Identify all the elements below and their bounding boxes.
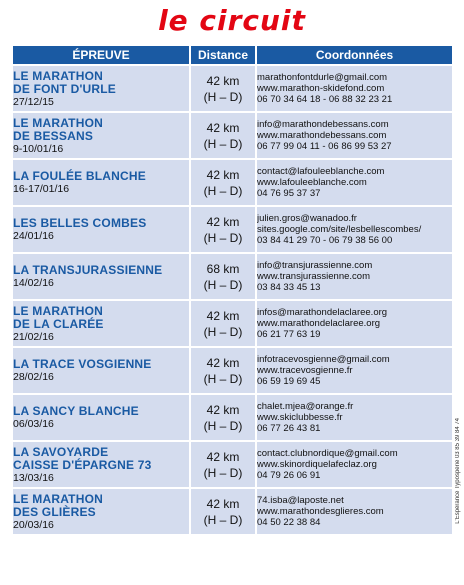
table-row <box>13 207 452 252</box>
distance-km: 42 km <box>206 73 240 88</box>
contacts-cell <box>257 66 452 111</box>
contacts-cell <box>257 301 452 346</box>
table-row <box>13 160 452 205</box>
distance-km: 42 km <box>206 355 240 370</box>
contact-phone: 04 79 26 06 91 <box>257 470 321 481</box>
distance-category: (H – D) <box>203 230 243 245</box>
event-date: 21/02/16 <box>13 330 54 343</box>
distance-km: 42 km <box>206 214 240 229</box>
event-cell <box>13 348 189 393</box>
event-cell <box>13 489 189 534</box>
contact-phone: 06 77 26 43 81 <box>257 423 321 434</box>
event-date: 28/02/16 <box>13 371 54 383</box>
contact-website: www.transjurassienne.com <box>257 271 370 282</box>
contact-email: info@marathondebessans.com <box>257 119 389 130</box>
distance-category: (H – D) <box>203 371 243 386</box>
contact-phone: 03 84 41 29 70 - 06 79 38 56 00 <box>257 235 393 246</box>
table-row <box>13 348 452 393</box>
event-date: 14/02/16 <box>13 277 54 289</box>
contact-website: www.lafouleeblanche.com <box>257 177 367 188</box>
distance-category: (H – D) <box>203 324 243 339</box>
distance-cell <box>191 113 255 158</box>
contact-website: www.marathondebessans.com <box>257 130 387 141</box>
contact-phone: 06 77 99 04 11 - 06 86 99 53 27 <box>257 141 392 152</box>
distance-km: 42 km <box>206 449 240 464</box>
distance-category: (H – D) <box>203 183 243 198</box>
event-name: LE MARATHON DE FONT D'URLE <box>13 68 116 96</box>
contact-phone: 06 21 77 63 19 <box>257 329 321 340</box>
printer-credit: L'Espérance Typosperie 03 85 39 84 74 <box>455 418 461 524</box>
event-date: 13/03/16 <box>13 471 54 484</box>
contact-phone: 04 76 95 37 37 <box>257 188 321 199</box>
distance-km: 42 km <box>206 402 240 417</box>
distance-km: 42 km <box>206 120 240 135</box>
contact-phone: 03 84 33 45 13 <box>257 282 321 293</box>
event-name: LA TRANSJURASSIENNE <box>13 263 163 277</box>
event-cell <box>13 207 189 252</box>
event-name: LA SAVOYARDE CAISSE D'ÉPARGNE 73 <box>13 444 152 472</box>
table-row <box>13 113 452 158</box>
contacts-cell <box>257 254 452 299</box>
event-date: 06/03/16 <box>13 418 54 430</box>
distance-cell <box>191 348 255 393</box>
contacts-cell <box>257 489 452 534</box>
table-row <box>13 301 452 346</box>
event-date: 20/03/16 <box>13 518 54 531</box>
table-row <box>13 442 452 487</box>
contacts-cell <box>257 348 452 393</box>
contact-website: www.skiclubbesse.fr <box>257 412 343 423</box>
contact-website: www.marathon-skidefond.com <box>257 83 385 94</box>
contact-email: 74.isba@laposte.net <box>257 495 344 506</box>
table-body <box>13 66 452 534</box>
contact-phone: 06 70 34 64 18 - 06 88 32 23 21 <box>257 94 393 105</box>
contact-phone: 04 50 22 38 84 <box>257 517 321 528</box>
contact-website: www.tracevosgienne.fr <box>257 365 353 376</box>
distance-cell <box>191 395 255 440</box>
event-cell <box>13 254 189 299</box>
contacts-cell <box>257 160 452 205</box>
event-cell <box>13 301 189 346</box>
contacts-cell <box>257 442 452 487</box>
table-row <box>13 395 452 440</box>
distance-cell <box>191 160 255 205</box>
page-title: le circuit <box>158 4 306 37</box>
contacts-cell <box>257 395 452 440</box>
contact-email: infos@marathondelaclaree.org <box>257 307 388 318</box>
header-event: ÉPREUVE <box>13 46 189 64</box>
event-name: LES BELLES COMBES <box>13 216 147 230</box>
table-row <box>13 66 452 111</box>
event-cell <box>13 160 189 205</box>
event-cell <box>13 395 189 440</box>
race-table <box>11 44 454 536</box>
distance-km: 42 km <box>206 496 240 511</box>
table-row <box>13 489 452 534</box>
distance-cell <box>191 442 255 487</box>
event-date: 24/01/16 <box>13 230 54 242</box>
contact-email: marathonfontdurle@gmail.com <box>257 72 388 83</box>
distance-km: 42 km <box>206 308 240 323</box>
table-row <box>13 254 452 299</box>
distance-category: (H – D) <box>203 512 243 527</box>
distance-cell <box>191 301 255 346</box>
event-name: LA FOULÉE BLANCHE <box>13 169 146 183</box>
event-date: 27/12/15 <box>13 95 54 108</box>
distance-category: (H – D) <box>203 89 243 104</box>
contact-website: sites.google.com/site/lesbellescombes/ <box>257 224 422 235</box>
header-distance: Distance <box>191 46 255 64</box>
contact-website: www.marathondesglieres.com <box>257 506 384 517</box>
distance-cell <box>191 207 255 252</box>
event-date: 16-17/01/16 <box>13 183 70 195</box>
contacts-cell <box>257 113 452 158</box>
distance-category: (H – D) <box>203 136 243 151</box>
event-name: LA TRACE VOSGIENNE <box>13 357 152 371</box>
distance-category: (H – D) <box>203 277 243 292</box>
contact-phone: 06 59 19 69 45 <box>257 376 321 387</box>
distance-cell <box>191 254 255 299</box>
contact-email: chalet.mjea@orange.fr <box>257 401 354 412</box>
event-name: LA SANCY BLANCHE <box>13 404 139 418</box>
event-name: LE MARATHON DE BESSANS <box>13 115 103 143</box>
contact-email: contact@lafouleeblanche.com <box>257 166 385 177</box>
contact-email: infotracevosgienne@gmail.com <box>257 354 390 365</box>
distance-cell <box>191 66 255 111</box>
contact-email: contact.clubnordique@gmail.com <box>257 448 398 459</box>
header-contacts: Coordonnées <box>257 46 452 64</box>
contacts-cell <box>257 207 452 252</box>
table-header-row <box>13 46 452 64</box>
event-cell <box>13 442 189 487</box>
contact-email: info@transjurassienne.com <box>257 260 373 271</box>
contact-website: www.skinordiquelafeclaz.org <box>257 459 377 470</box>
distance-category: (H – D) <box>203 418 243 433</box>
event-cell <box>13 66 189 111</box>
event-cell <box>13 113 189 158</box>
distance-km: 68 km <box>206 261 240 276</box>
contact-website: www.marathondelaclaree.org <box>257 318 381 329</box>
distance-cell <box>191 489 255 534</box>
distance-km: 42 km <box>206 167 240 182</box>
contact-email: julien.gros@wanadoo.fr <box>257 213 357 224</box>
distance-category: (H – D) <box>203 465 243 480</box>
event-name: LE MARATHON DE LA CLARÉE <box>13 303 104 331</box>
event-name: LE MARATHON DES GLIÈRES <box>13 491 103 519</box>
event-date: 9-10/01/16 <box>13 142 64 155</box>
